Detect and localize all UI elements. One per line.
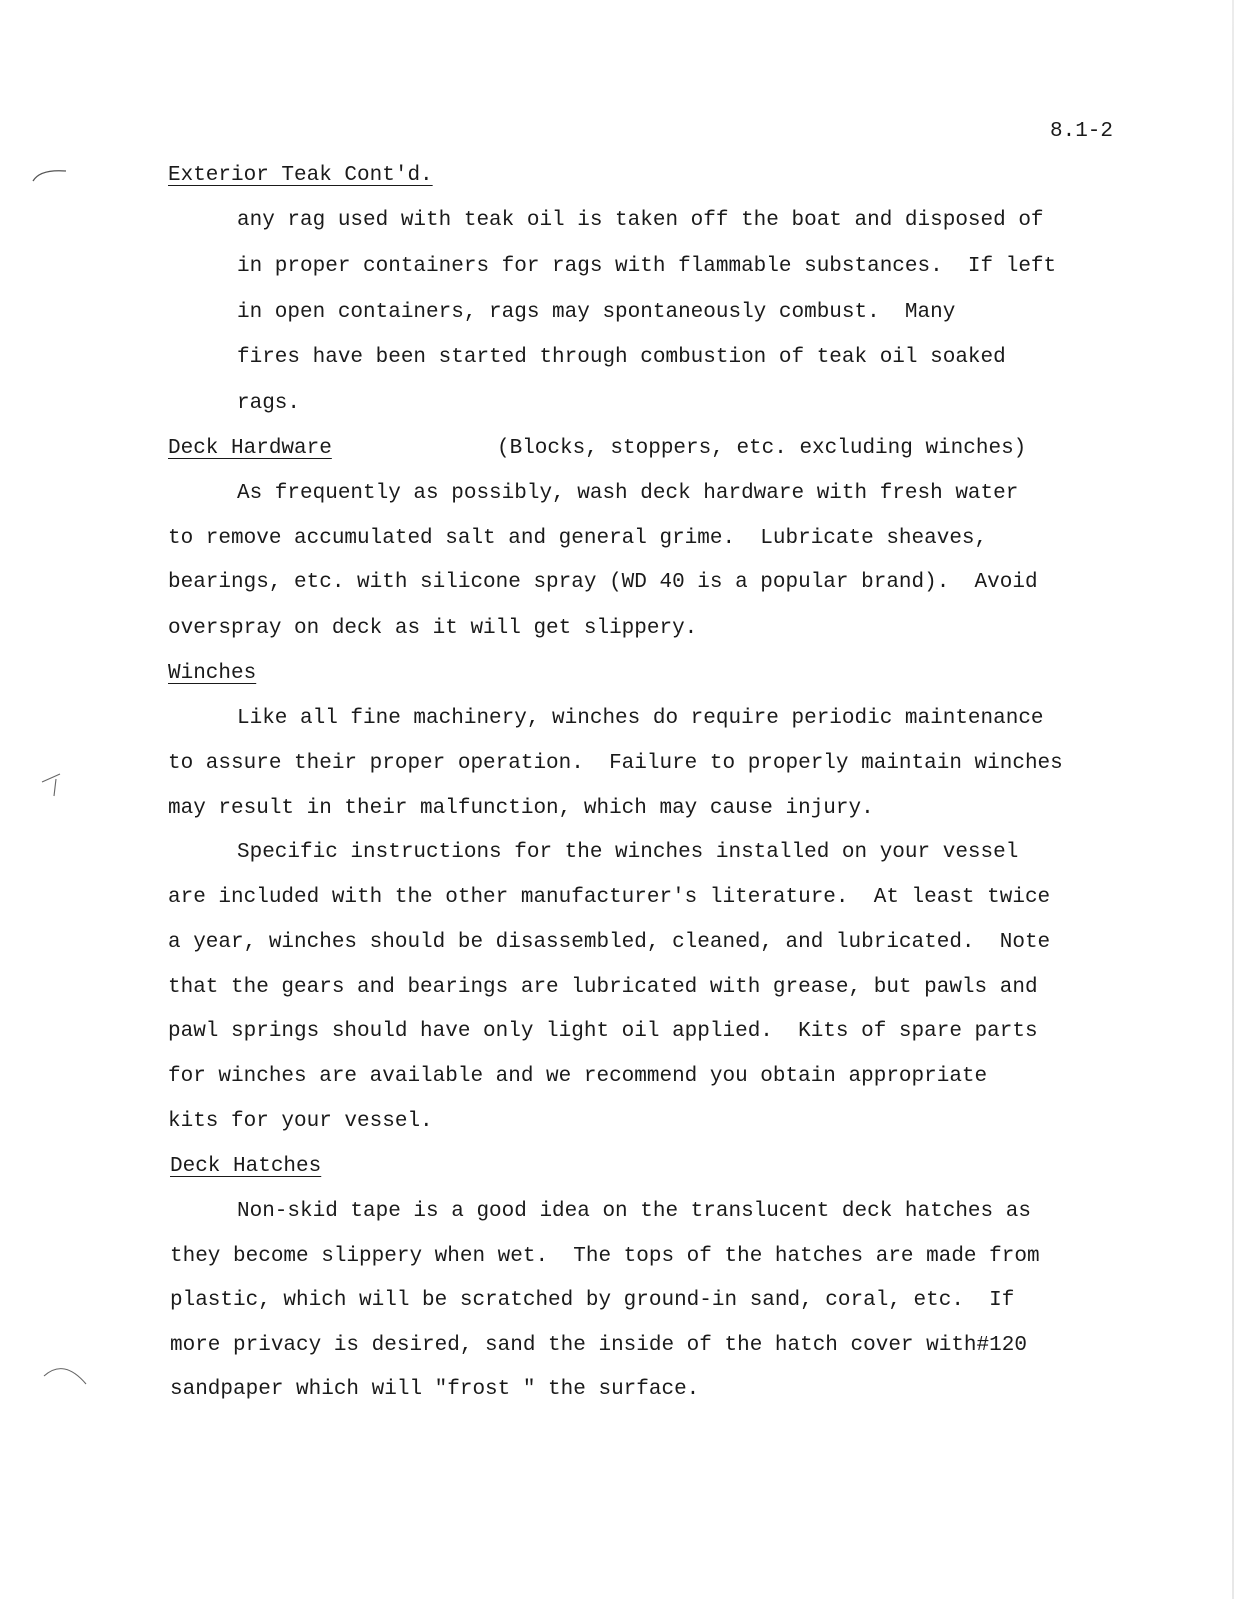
paragraph-line: Like all fine machinery, winches do require periodic maintenance <box>237 707 1044 730</box>
paragraph-line: plastic, which will be scratched by ground-in sand, coral, etc. If <box>170 1289 1015 1312</box>
paragraph-line: more privacy is desired, sand the inside of the hatch cover with#120 <box>170 1334 1027 1357</box>
deck-hardware-note: (Blocks, stoppers, etc. excluding winches) <box>497 437 1027 460</box>
paragraph-line: to assure their proper operation. Failure to properly maintain winches <box>168 752 1063 775</box>
margin-mark-bottom <box>40 1360 90 1390</box>
heading-deck-hatches: Deck Hatches <box>170 1155 322 1178</box>
paragraph-line: overspray on deck as it will get slippery. <box>168 617 698 640</box>
heading-deck-hardware: Deck Hardware <box>168 437 332 460</box>
paragraph-line: to remove accumulated salt and general grime. Lubricate sheaves, <box>168 527 988 550</box>
paragraph-line: for winches are available and we recommend you obtain appropriate <box>168 1065 988 1088</box>
paragraph-line: rags. <box>237 392 301 415</box>
page-number: 8.1-2 <box>1050 120 1114 143</box>
heading-exterior-teak: Exterior Teak Cont'd. <box>168 164 433 187</box>
paragraph-line: kits for your vessel. <box>168 1110 433 1133</box>
margin-mark-top <box>30 165 70 185</box>
paragraph-line: that the gears and bearings are lubricated with grease, but pawls and <box>168 976 1038 999</box>
paragraph-line: in proper containers for rags with flammable substances. If left <box>237 255 1057 278</box>
paragraph-line: may result in their malfunction, which may cause injury. <box>168 797 874 820</box>
paragraph-line: As frequently as possibly, wash deck hardware with fresh water <box>237 482 1019 505</box>
scan-edge <box>1232 0 1234 1599</box>
paragraph-line: in open containers, rags may spontaneously combust. Many <box>237 301 956 324</box>
paragraph-line: a year, winches should be disassembled, cleaned, and lubricated. Note <box>168 931 1051 954</box>
margin-mark-middle <box>36 770 66 800</box>
paragraph-line: they become slippery when wet. The tops of the hatches are made from <box>170 1245 1040 1268</box>
paragraph-line: any rag used with teak oil is taken off the boat and disposed of <box>237 209 1044 232</box>
paragraph-line: Specific instructions for the winches installed on your vessel <box>237 841 1019 864</box>
paragraph-line: fires have been started through combustion of teak oil soaked <box>237 346 1006 369</box>
paragraph-line: pawl springs should have only light oil applied. Kits of spare parts <box>168 1020 1038 1043</box>
paragraph-line: sandpaper which will "frost " the surface. <box>170 1378 700 1401</box>
heading-winches: Winches <box>168 662 257 685</box>
paragraph-line: bearings, etc. with silicone spray (WD 40 is a popular brand). Avoid <box>168 571 1038 594</box>
paragraph-line: are included with the other manufacturer's literature. At least twice <box>168 886 1051 909</box>
paragraph-line: Non-skid tape is a good idea on the translucent deck hatches as <box>237 1200 1031 1223</box>
